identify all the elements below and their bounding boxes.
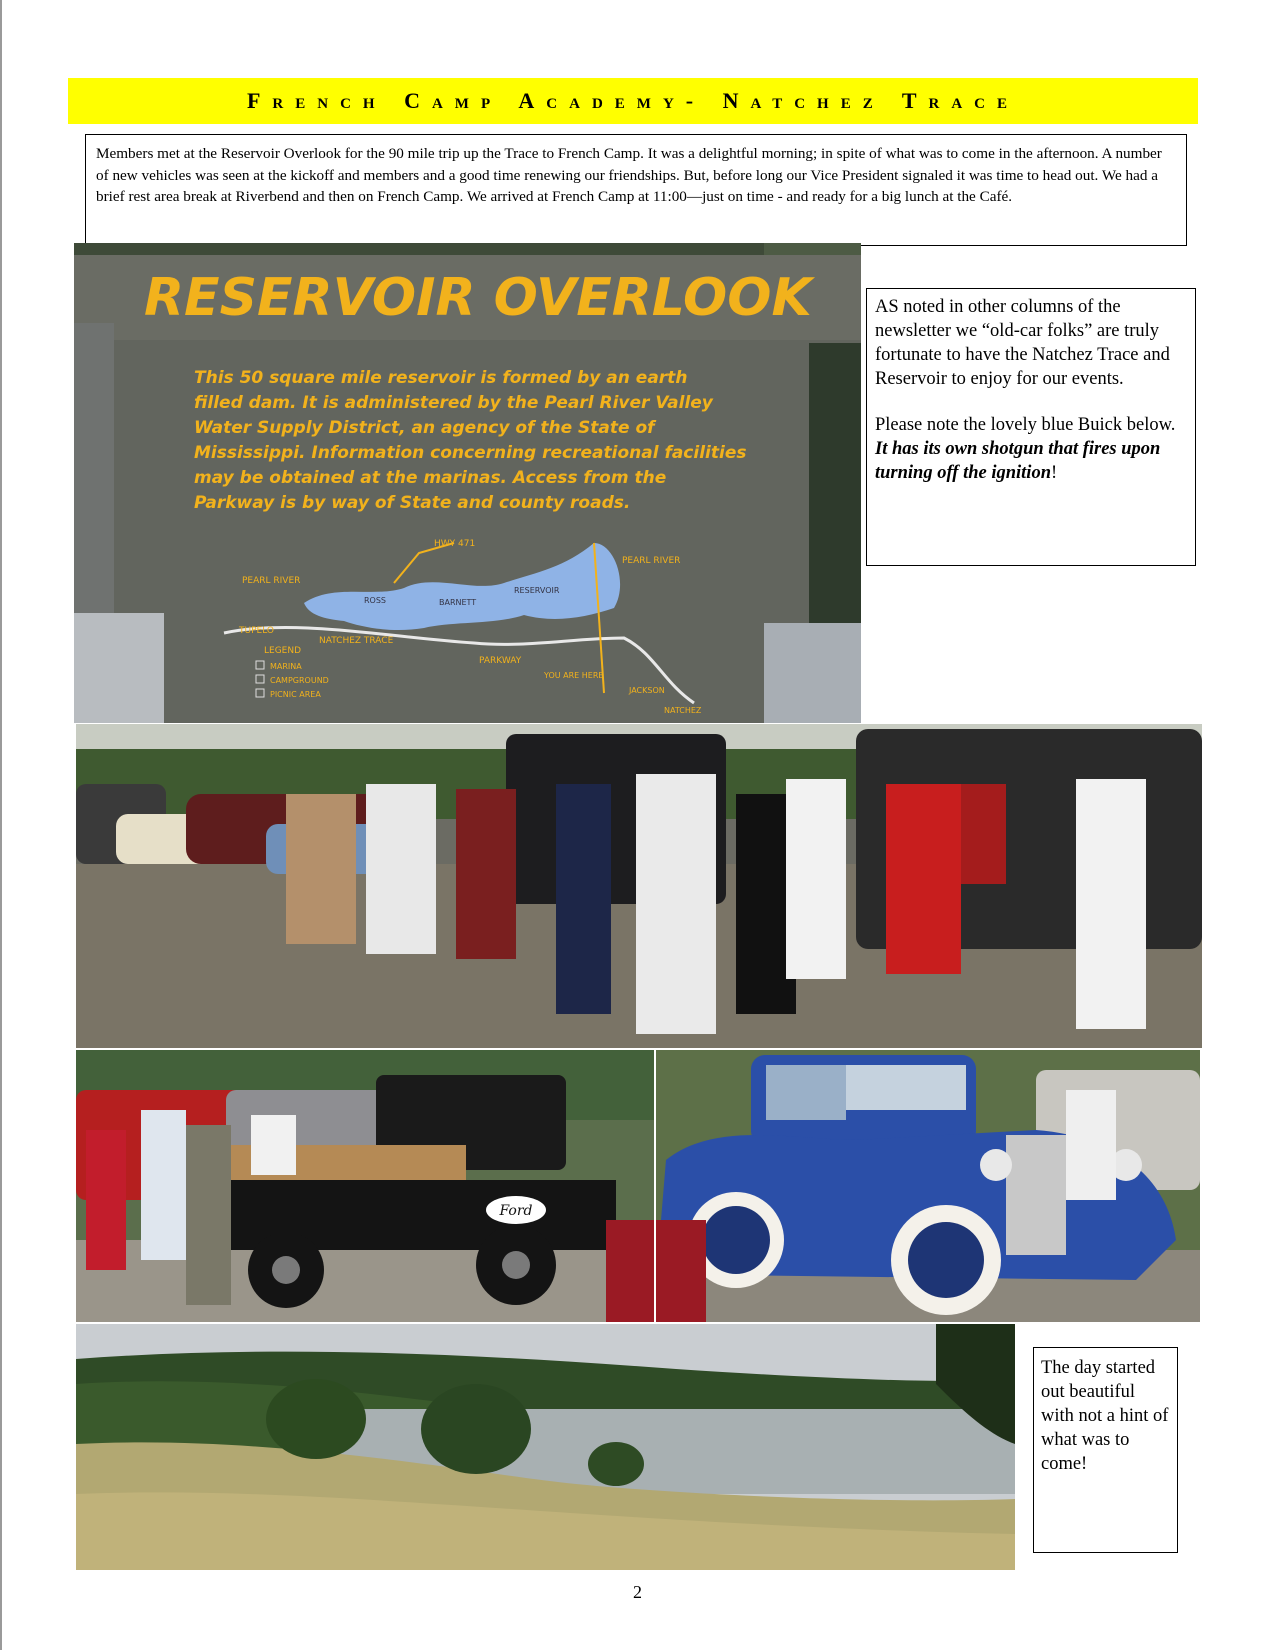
map-label-you-are-here: YOU ARE HERE <box>544 671 604 680</box>
sidebar-1-exclamation: ! <box>1051 463 1058 483</box>
sidebar-note-1 <box>866 288 1196 566</box>
section-banner <box>68 78 1198 124</box>
intro-text: Members met at the Reservoir Overlook for the 90 mile trip up the Trace to French Camp. It was a delightful morning; in spite of what was to come in the afternoon. A number of new vehicles was seen at the kickoff and members and a good time renewing our friendships. But, before long our Vice President signaled it was time to head out. We had a brief rest area break at Riverbend and then on French Camp. We arrived at French Camp at 11:00—just on time - and ready for a big lunch at the Café. <box>96 145 1162 205</box>
sign-line-4: Mississippi. Information concerning recreational facilities <box>194 443 747 463</box>
sidebar-1-buick-text: Please note the lovely blue Buick below. <box>875 415 1176 435</box>
sign-line-2: filled dam. It is administered by the Pearl River Valley <box>194 393 713 413</box>
sign-line-5: may be obtained at the marinas. Access from the <box>194 468 667 488</box>
photo-members-gathering <box>76 724 1202 1048</box>
ford-logo-text: Ford <box>499 1203 533 1219</box>
map-legend-campground: CAMPGROUND <box>270 676 329 685</box>
map-label-reservoir: RESERVOIR <box>514 586 560 595</box>
map-label-hwy: HWY 471 <box>434 539 476 549</box>
sidebar-1-shotgun-emphasis: It has its own shotgun that fires upon turning off the ignition <box>875 439 1161 483</box>
banner-title: French Camp Academy- Natchez Trace <box>246 88 1020 113</box>
map-label-barnett: BARNETT <box>439 598 477 607</box>
photo-reservoir-sign <box>74 243 861 723</box>
sign-line-6: Parkway is by way of State and county roads. <box>194 493 631 513</box>
page-number: 2 <box>633 1582 642 1602</box>
map-label-tupelo: TUPELO <box>239 626 274 636</box>
photo-blue-buick <box>656 1050 1200 1322</box>
sidebar-2-text: The day started out beautiful with not a hint of what was to come! <box>1041 1358 1169 1474</box>
photo-model-t-ford <box>76 1050 654 1322</box>
map-legend-marina: MARINA <box>270 662 302 671</box>
page-edge-line <box>0 0 2 1650</box>
map-label-ross: ROSS <box>364 596 387 605</box>
map-label-pearl-river-east: PEARL RIVER <box>622 556 681 566</box>
map-legend-title: LEGEND <box>264 646 302 656</box>
map-label-natchez: NATCHEZ <box>664 706 702 715</box>
sign-line-3: Water Supply District, an agency of the State of <box>194 418 655 438</box>
map-label-parkway: PARKWAY <box>479 656 522 666</box>
sidebar-note-2 <box>1033 1347 1178 1553</box>
sign-title: RESERVOIR OVERLOOK <box>144 268 812 328</box>
sidebar-1-paragraph-2 <box>875 413 1187 485</box>
photo-reservoir-landscape <box>76 1324 1015 1570</box>
map-label-pearl-river-west: PEARL RIVER <box>242 576 301 586</box>
sign-line-1: This 50 square mile reservoir is formed by an earth <box>194 368 688 388</box>
map-label-jackson: JACKSON <box>629 686 665 695</box>
map-legend-picnic-area: PICNIC AREA <box>270 690 321 699</box>
map-label-trace: NATCHEZ TRACE <box>319 636 394 646</box>
sidebar-1-paragraph-1: AS noted in other columns of the newsletter we “old-car folks” are truly fortunate to have the Natchez Trace and Reservoir to enjoy for our events. <box>875 297 1170 389</box>
intro-text-box <box>85 134 1187 246</box>
